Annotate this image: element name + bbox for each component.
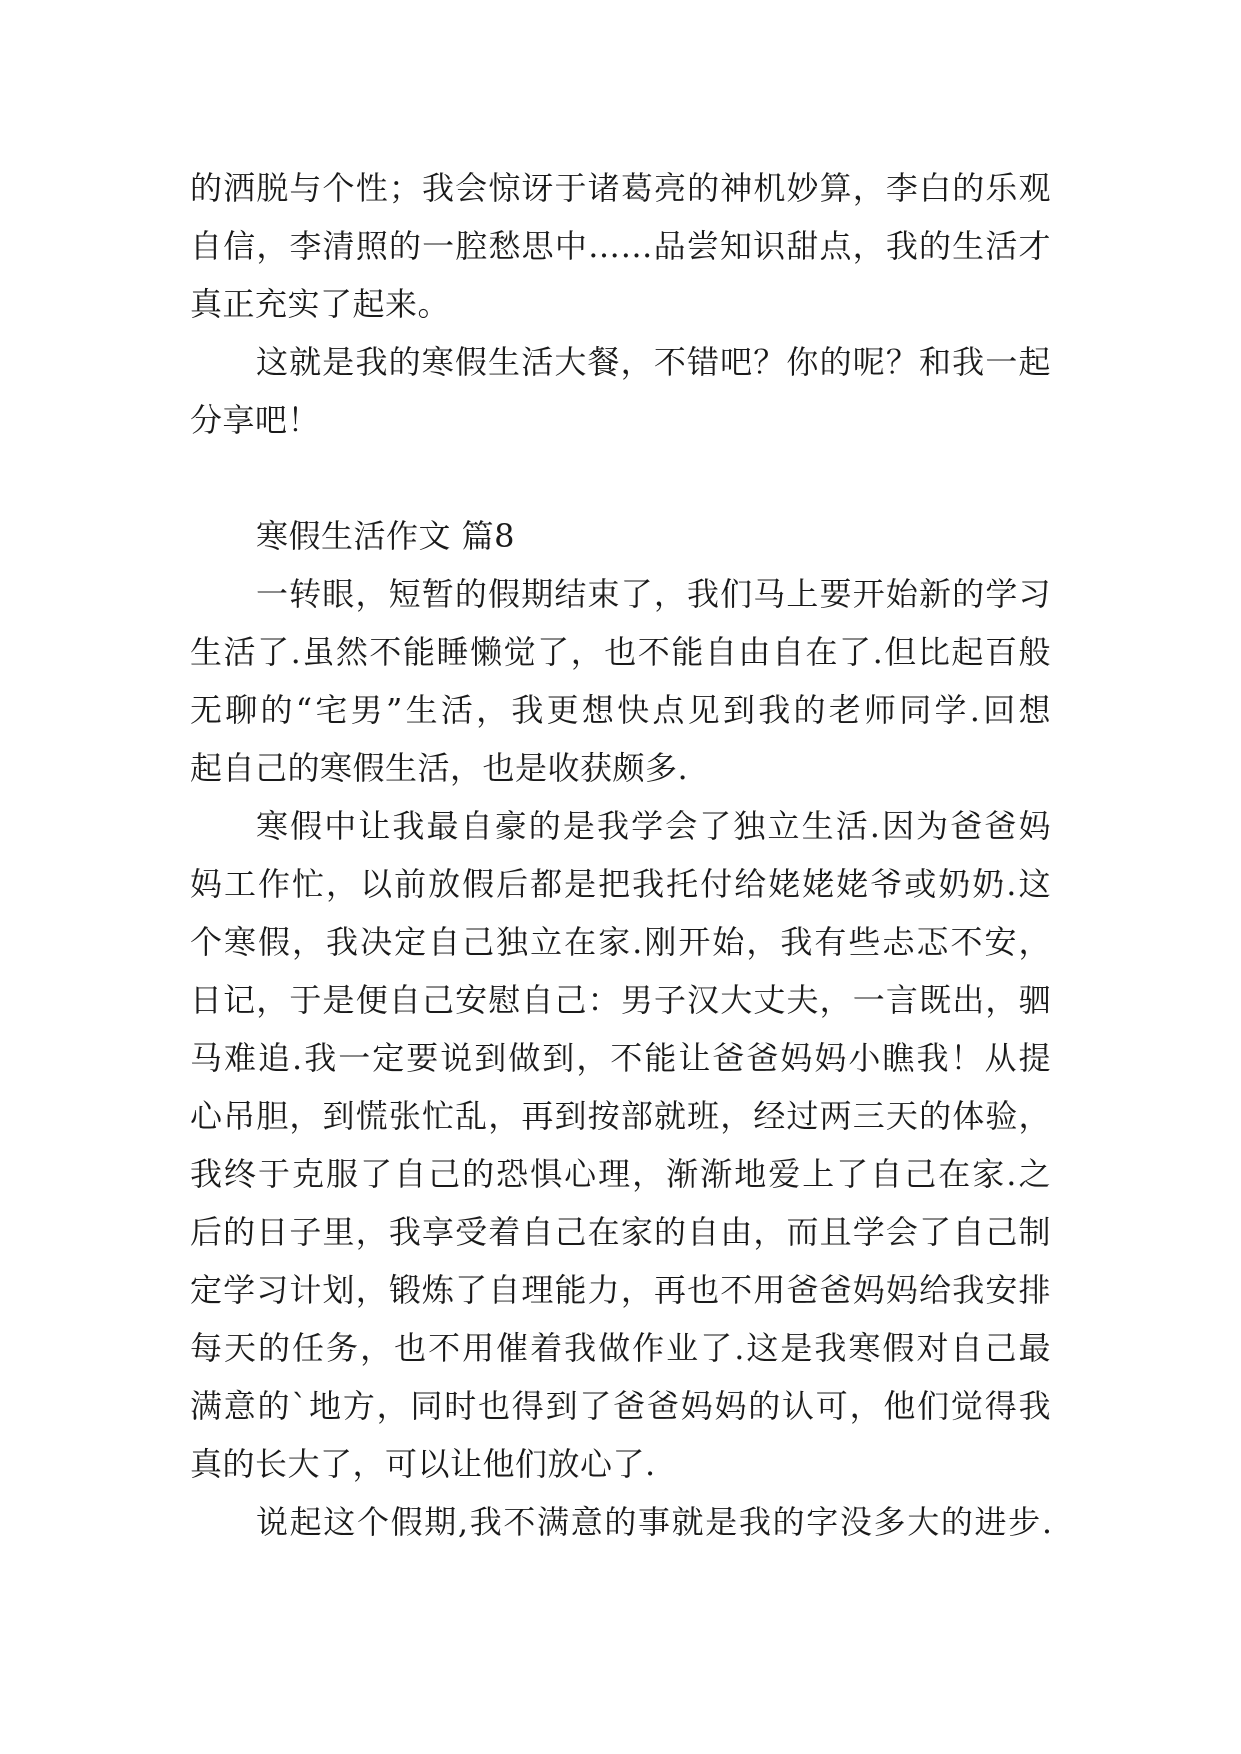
section-heading: 寒假生活作文 篇8	[256, 517, 516, 555]
text-line: 分享吧！	[190, 401, 321, 439]
text-line: 寒假中让我最自豪的是我学会了独立生活.因为爸爸妈	[256, 807, 1051, 845]
text-line: 每天的任务，也不用催着我做作业了.这是我寒假对自己最	[190, 1329, 1051, 1367]
text-line: 心吊胆，到慌张忙乱，再到按部就班，经过两三天的体验，	[190, 1097, 1051, 1135]
text-line: 无聊的“宅男”生活，我更想快点见到我的老师同学.回想	[190, 691, 1051, 729]
text-line: 定学习计划，锻炼了自理能力，再也不用爸爸妈妈给我安排	[190, 1271, 1051, 1309]
text-line: 满意的`地方，同时也得到了爸爸妈妈的认可，他们觉得我	[190, 1387, 1051, 1425]
text-line: 个寒假，我决定自己独立在家.刚开始，我有些忐忑不安，	[190, 923, 1051, 961]
text-line: 日记，于是便自己安慰自己：男子汉大丈夫，一言既出，驷	[190, 981, 1051, 1019]
text-line: 真正充实了起来。	[190, 285, 451, 323]
text-line: 我终于克服了自己的恐惧心理，渐渐地爱上了自己在家.之	[190, 1155, 1051, 1193]
text-line: 这就是我的寒假生活大餐，不错吧？你的呢？和我一起	[256, 343, 1051, 381]
text-line: 起自己的寒假生活，也是收获颇多.	[190, 749, 689, 787]
text-line: 马难追.我一定要说到做到，不能让爸爸妈妈小瞧我！从提	[190, 1039, 1051, 1077]
text-line: 一转眼，短暂的假期结束了，我们马上要开始新的学习	[256, 575, 1051, 613]
text-line: 真的长大了，可以让他们放心了.	[190, 1445, 656, 1483]
text-line: 后的日子里，我享受着自己在家的自由，而且学会了自己制	[190, 1213, 1051, 1251]
paragraph	[190, 797, 1051, 1493]
paragraph	[190, 333, 1051, 449]
paragraph	[190, 1493, 1051, 1551]
text-line: 自信，李清照的一腔愁思中……品尝知识甜点，我的生活才	[190, 227, 1051, 265]
text-line: 说起这个假期,我不满意的事就是我的字没多大的进步.	[256, 1503, 1051, 1541]
text-line: 的洒脱与个性；我会惊讶于诸葛亮的神机妙算，李白的乐观	[190, 169, 1051, 207]
text-line: 妈工作忙，以前放假后都是把我托付给姥姥姥爷或奶奶.这	[190, 865, 1051, 903]
text-line: 生活了.虽然不能睡懒觉了，也不能自由自在了.但比起百般	[190, 633, 1051, 671]
paragraph	[190, 159, 1051, 333]
paragraph	[190, 565, 1051, 797]
paragraph	[190, 507, 1051, 565]
